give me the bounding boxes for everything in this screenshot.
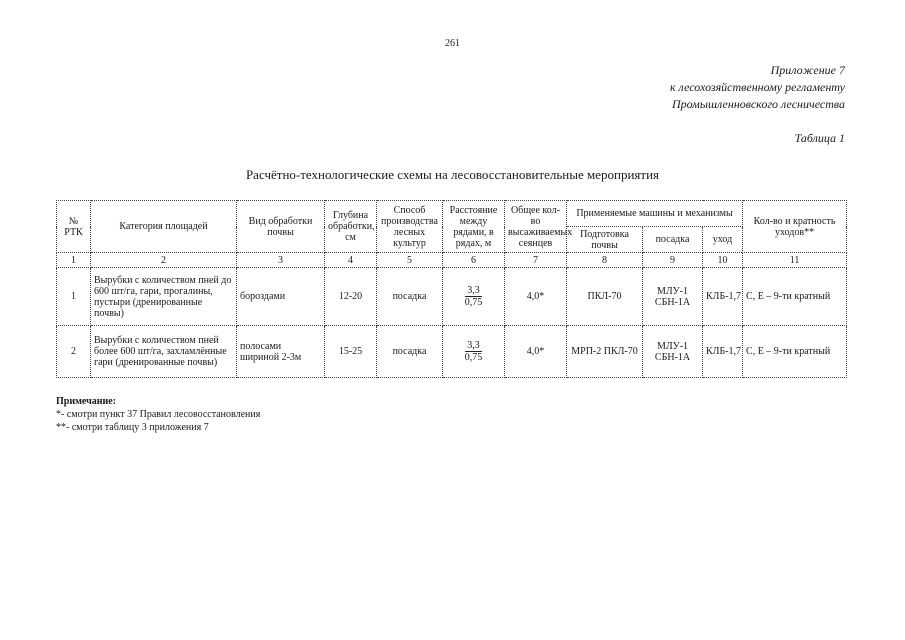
- cell-planting: МЛУ-1 СБН-1А: [643, 326, 703, 378]
- cell-distance: [443, 326, 505, 378]
- column-number: 5: [377, 253, 443, 268]
- column-number: 1: [57, 253, 91, 268]
- distance-fraction: [465, 340, 483, 363]
- document-title: Расчётно-технологические схемы на лесовосстановительные мероприятия: [245, 167, 660, 182]
- cell-rtk: 1: [57, 268, 91, 326]
- cell-care-count: С, Е – 9-ти кратный: [743, 268, 847, 326]
- note-item: **- смотри таблицу 3 приложения 7: [56, 422, 209, 433]
- cell-seedlings: 4,0*: [505, 326, 567, 378]
- cell-care: КЛБ-1,7: [703, 268, 743, 326]
- header-category: Категория площадей: [91, 201, 237, 253]
- header-machines: Применяемые машины и механизмы: [567, 201, 743, 227]
- appendix-line-3: Промышленновского лесничества: [671, 97, 845, 111]
- distance-between-rows: 3,3: [465, 340, 483, 352]
- table-row: [57, 326, 847, 378]
- cell-soil-treatment: полосами шириной 2-3м: [237, 326, 325, 378]
- cell-rtk: 2: [57, 326, 91, 378]
- appendix-heading: [670, 62, 845, 113]
- appendix-line-2: к лесохозяйственному регламенту: [669, 80, 845, 94]
- cell-category: Вырубки с количеством пней более 600 шт/га, захламлённые гари (дренированные почвы): [91, 326, 237, 378]
- column-number: 11: [743, 253, 847, 268]
- distance-in-rows: 0,75: [464, 352, 483, 363]
- notes-title: Примечание:: [56, 396, 117, 407]
- cell-care-count: С, Е – 9-ти кратный: [743, 326, 847, 378]
- notes-section: [56, 395, 260, 434]
- cell-soil-prep: МРП-2 ПКЛ-70: [567, 326, 643, 378]
- cell-soil-treatment: бороздами: [237, 268, 325, 326]
- column-number: 2: [91, 253, 237, 268]
- cell-seedlings: 4,0*: [505, 268, 567, 326]
- column-number: 7: [505, 253, 567, 268]
- header-soil-prep: Подготовка почвы: [567, 227, 643, 253]
- note-item: *- смотри пункт 37 Правил лесовосстановления: [56, 409, 261, 420]
- column-number: 3: [237, 253, 325, 268]
- appendix-line-1: Приложение 7: [770, 63, 845, 77]
- header-planting: посадка: [643, 227, 703, 253]
- page-number: 261: [445, 38, 460, 49]
- table-row: [57, 268, 847, 326]
- header-seedlings: Общее кол-во высаживаемых сеянцев: [505, 201, 567, 253]
- header-care: уход: [703, 227, 743, 253]
- cell-depth: 15-25: [325, 326, 377, 378]
- header-method: Способ производства лесных культур: [377, 201, 443, 253]
- cell-distance: [443, 268, 505, 326]
- header-depth: Глубина обработки, см: [325, 201, 377, 253]
- cell-care: КЛБ-1,7: [703, 326, 743, 378]
- distance-in-rows: 0,75: [464, 297, 483, 308]
- cell-planting: МЛУ-1 СБН-1А: [643, 268, 703, 326]
- header-distance: Расстояние между рядами, в рядах, м: [443, 201, 505, 253]
- cell-category: Вырубки с количеством пней до 600 шт/га, гари, прогалины, пустыри (дренированные почвы): [91, 268, 237, 326]
- distance-between-rows: 3,3: [465, 285, 483, 297]
- distance-fraction: [465, 285, 483, 308]
- column-number: 10: [703, 253, 743, 268]
- cell-method: посадка: [377, 268, 443, 326]
- header-care-count: Кол-во и кратность уходов**: [743, 201, 847, 253]
- header-soil-treatment: Вид обработки почвы: [237, 201, 325, 253]
- technology-schemes-table: [56, 200, 847, 378]
- cell-soil-prep: ПКЛ-70: [567, 268, 643, 326]
- column-number: 8: [567, 253, 643, 268]
- column-number: 9: [643, 253, 703, 268]
- column-number: 4: [325, 253, 377, 268]
- cell-depth: 12-20: [325, 268, 377, 326]
- column-number: 6: [443, 253, 505, 268]
- table-label: Таблица 1: [794, 131, 845, 145]
- header-rtk: № РТК: [57, 201, 91, 253]
- cell-method: посадка: [377, 326, 443, 378]
